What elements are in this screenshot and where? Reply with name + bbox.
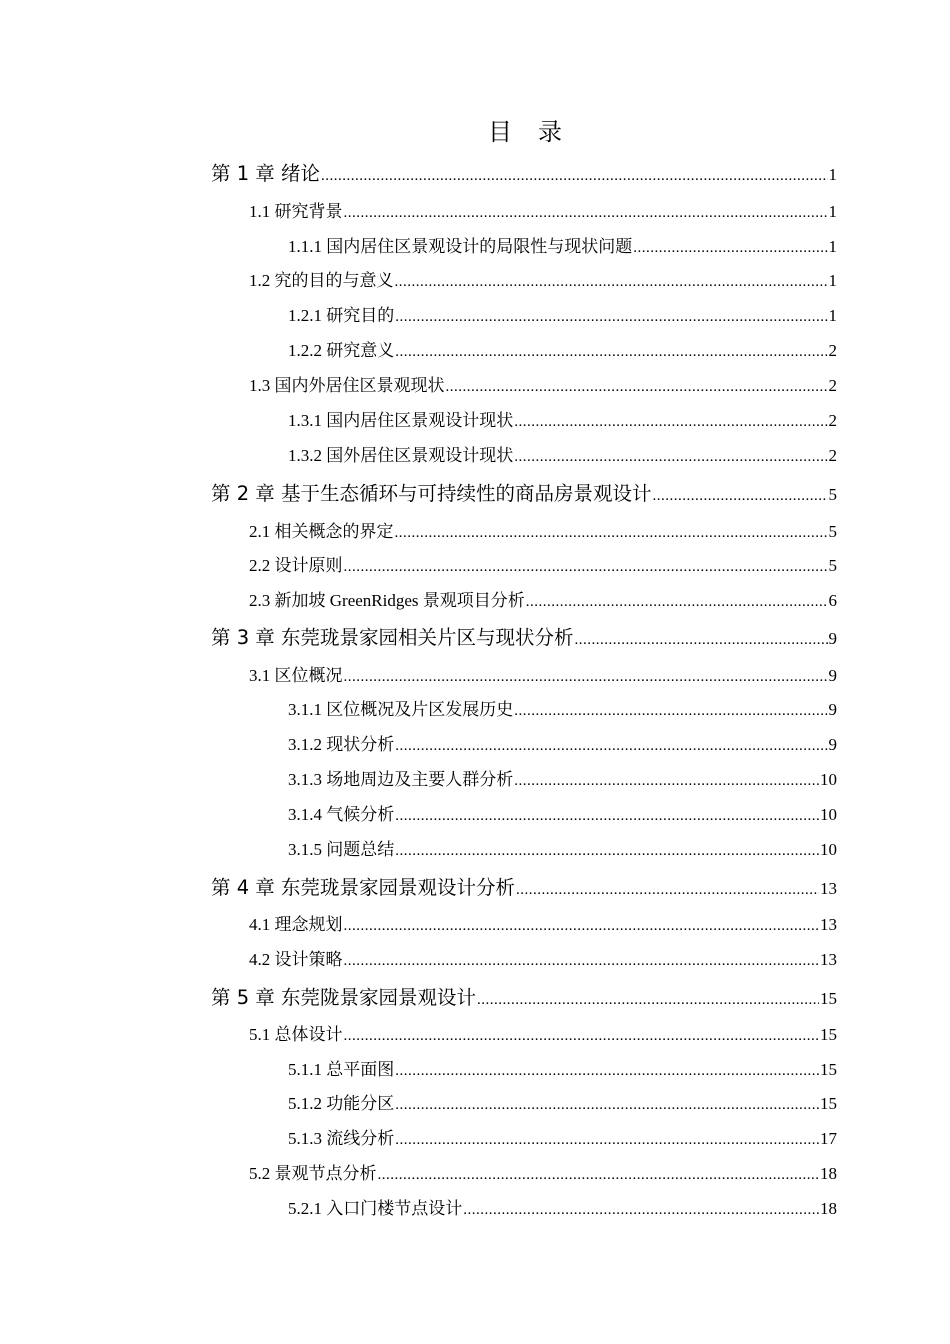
toc-leader-dots bbox=[463, 1202, 819, 1219]
toc-leader-dots bbox=[344, 205, 828, 222]
toc-page-number: 13 bbox=[820, 950, 837, 969]
toc-leader-dots bbox=[395, 274, 828, 291]
toc-leader-dots bbox=[395, 1063, 819, 1080]
toc-entry-3-1-3[interactable] bbox=[288, 765, 837, 795]
toc-entry-2-3[interactable] bbox=[249, 586, 837, 616]
toc-page-number: 1 bbox=[828, 202, 837, 221]
toc-leader-dots bbox=[516, 882, 819, 899]
toc-entry-3-1-1[interactable] bbox=[288, 695, 837, 725]
toc-page-number: 1 bbox=[828, 237, 837, 256]
toc-entry-text: 4.1 理念规划 bbox=[249, 915, 343, 934]
toc-entry-5-1-2[interactable] bbox=[288, 1089, 837, 1119]
toc-entry-chapter-5[interactable] bbox=[211, 982, 837, 1012]
toc-entry-2-2[interactable] bbox=[249, 551, 837, 581]
toc-entry-5-1[interactable] bbox=[249, 1020, 837, 1050]
toc-page-number: 15 bbox=[820, 989, 837, 1008]
toc-entry-text: 3.1.1 区位概况及片区发展历史 bbox=[288, 700, 514, 719]
toc-leader-dots bbox=[633, 240, 827, 257]
toc-page-number: 2 bbox=[828, 376, 837, 395]
toc-entry-1-2-1[interactable] bbox=[288, 301, 837, 331]
toc-entry-text: 5.1.1 总平面图 bbox=[288, 1060, 395, 1079]
toc-leader-dots bbox=[514, 703, 827, 720]
toc-entry-3-1-2[interactable] bbox=[288, 730, 837, 760]
toc-leader-dots bbox=[395, 1132, 819, 1149]
toc-entry-1-2[interactable] bbox=[249, 266, 837, 296]
toc-leader-dots bbox=[321, 168, 827, 185]
toc-entry-5-1-3[interactable] bbox=[288, 1124, 837, 1154]
toc-leader-dots bbox=[395, 344, 827, 361]
toc-entry-3-1[interactable] bbox=[249, 661, 837, 691]
toc-entry-text: 第 4 章 东莞珑景家园景观设计分析 bbox=[211, 876, 516, 899]
toc-entry-text: 1.2.1 研究目的 bbox=[288, 306, 395, 325]
toc-entry-3-1-5[interactable] bbox=[288, 835, 837, 865]
toc-page-number: 17 bbox=[820, 1129, 837, 1148]
toc-page-number: 18 bbox=[820, 1164, 837, 1183]
toc-leader-dots bbox=[446, 379, 828, 396]
toc-leader-dots bbox=[477, 992, 819, 1009]
toc-leader-dots bbox=[344, 953, 820, 970]
toc-page-number: 9 bbox=[828, 735, 837, 754]
toc-leader-dots bbox=[395, 808, 819, 825]
toc-page-number: 2 bbox=[828, 411, 837, 430]
toc-page-number: 5 bbox=[828, 522, 837, 541]
toc-entry-text: 3.1.5 问题总结 bbox=[288, 840, 395, 859]
toc-entry-chapter-4[interactable] bbox=[211, 872, 837, 902]
toc-entry-1-3-2[interactable] bbox=[288, 441, 837, 471]
toc-entry-text: 1.2 究的目的与意义 bbox=[249, 271, 394, 290]
toc-page-number: 9 bbox=[828, 666, 837, 685]
toc-entry-5-2-1[interactable] bbox=[288, 1194, 837, 1224]
toc-entry-4-2[interactable] bbox=[249, 945, 837, 975]
toc-page-number: 2 bbox=[828, 341, 837, 360]
toc-leader-dots bbox=[653, 488, 828, 505]
toc-page-number: 13 bbox=[820, 879, 837, 898]
toc-leader-dots bbox=[514, 414, 827, 431]
toc-leader-dots bbox=[378, 1167, 820, 1184]
toc-leader-dots bbox=[344, 1028, 820, 1045]
toc-entry-text: 2.3 新加坡 GreenRidges 景观项目分析 bbox=[249, 591, 525, 610]
toc-page-number: 5 bbox=[828, 556, 837, 575]
toc-page-number: 5 bbox=[828, 485, 837, 504]
toc-entry-1-2-2[interactable] bbox=[288, 336, 837, 366]
toc-entry-5-2[interactable] bbox=[249, 1159, 837, 1189]
toc-page-number: 9 bbox=[828, 629, 837, 648]
toc-entry-text: 1.2.2 研究意义 bbox=[288, 341, 395, 360]
toc-title-left: 目 bbox=[488, 118, 512, 146]
toc-title-right: 录 bbox=[538, 118, 562, 146]
toc-entry-text: 1.3 国内外居住区景观现状 bbox=[249, 376, 445, 395]
toc-entry-text: 1.1.1 国内居住区景观设计的局限性与现状问题 bbox=[288, 237, 633, 256]
toc-leader-dots bbox=[395, 309, 827, 326]
toc-leader-dots bbox=[395, 525, 828, 542]
toc-entry-chapter-2[interactable] bbox=[211, 478, 837, 508]
toc-entry-text: 第 1 章 绪论 bbox=[211, 162, 321, 185]
toc-entry-chapter-1[interactable] bbox=[211, 158, 837, 188]
toc-entry-text: 3.1.3 场地周边及主要人群分析 bbox=[288, 770, 514, 789]
toc-leader-dots bbox=[395, 843, 819, 860]
toc-entry-text: 3.1.4 气候分析 bbox=[288, 805, 395, 824]
toc-entry-1-3-1[interactable] bbox=[288, 406, 837, 436]
toc-entry-4-1[interactable] bbox=[249, 910, 837, 940]
toc-entry-text: 5.2 景观节点分析 bbox=[249, 1164, 377, 1183]
toc-entry-text: 5.1 总体设计 bbox=[249, 1025, 343, 1044]
toc-leader-dots bbox=[514, 773, 819, 790]
toc-entry-text: 3.1 区位概况 bbox=[249, 666, 343, 685]
toc-entry-text: 1.1 研究背景 bbox=[249, 202, 343, 221]
toc-entry-text: 5.1.2 功能分区 bbox=[288, 1094, 395, 1113]
toc-entry-text: 第 3 章 东莞珑景家园相关片区与现状分析 bbox=[211, 626, 574, 649]
toc-entry-chapter-3[interactable] bbox=[211, 622, 837, 652]
toc-leader-dots bbox=[344, 669, 828, 686]
toc-entry-text: 5.1.3 流线分析 bbox=[288, 1129, 395, 1148]
toc-page-number: 6 bbox=[828, 591, 837, 610]
toc-leader-dots bbox=[344, 918, 820, 935]
toc-entry-text: 3.1.2 现状分析 bbox=[288, 735, 395, 754]
toc-leader-dots bbox=[395, 1097, 819, 1114]
toc-entry-text: 第 5 章 东莞陇景家园景观设计 bbox=[211, 986, 477, 1009]
toc-entry-text: 1.3.2 国外居住区景观设计现状 bbox=[288, 446, 514, 465]
toc-page-number: 15 bbox=[820, 1094, 837, 1113]
toc-page-number: 1 bbox=[828, 165, 837, 184]
toc-page-number: 10 bbox=[820, 840, 837, 859]
toc-page-number: 2 bbox=[828, 446, 837, 465]
toc-leader-dots bbox=[395, 738, 827, 755]
toc-entry-5-1-1[interactable] bbox=[288, 1055, 837, 1085]
toc-page-number: 15 bbox=[820, 1025, 837, 1044]
toc-entry-1-1-1[interactable] bbox=[288, 232, 837, 262]
toc-page-number: 10 bbox=[820, 805, 837, 824]
toc-page-number: 1 bbox=[828, 271, 837, 290]
toc-entry-text: 1.3.1 国内居住区景观设计现状 bbox=[288, 411, 514, 430]
toc-entry-text: 5.2.1 入口门楼节点设计 bbox=[288, 1199, 463, 1218]
toc-page-number: 9 bbox=[828, 700, 837, 719]
toc-entry-text: 4.2 设计策略 bbox=[249, 950, 343, 969]
toc-leader-dots bbox=[575, 632, 828, 649]
toc-page-number: 1 bbox=[828, 306, 837, 325]
toc-entry-3-1-4[interactable] bbox=[288, 800, 837, 830]
toc-entry-1-1[interactable] bbox=[249, 197, 837, 227]
toc-entry-text: 2.1 相关概念的界定 bbox=[249, 522, 394, 541]
toc-entry-1-3[interactable] bbox=[249, 371, 837, 401]
toc-leader-dots bbox=[344, 559, 828, 576]
toc-page-number: 13 bbox=[820, 915, 837, 934]
toc-page-number: 18 bbox=[820, 1199, 837, 1218]
toc-leader-dots bbox=[514, 449, 827, 466]
toc-leader-dots bbox=[526, 594, 828, 611]
toc-page-number: 15 bbox=[820, 1060, 837, 1079]
toc-entry-text: 第 2 章 基于生态循环与可持续性的商品房景观设计 bbox=[211, 482, 652, 505]
toc-entry-text: 2.2 设计原则 bbox=[249, 556, 343, 575]
toc-page-number: 10 bbox=[820, 770, 837, 789]
toc-entry-2-1[interactable] bbox=[249, 517, 837, 547]
toc-title bbox=[0, 112, 950, 147]
